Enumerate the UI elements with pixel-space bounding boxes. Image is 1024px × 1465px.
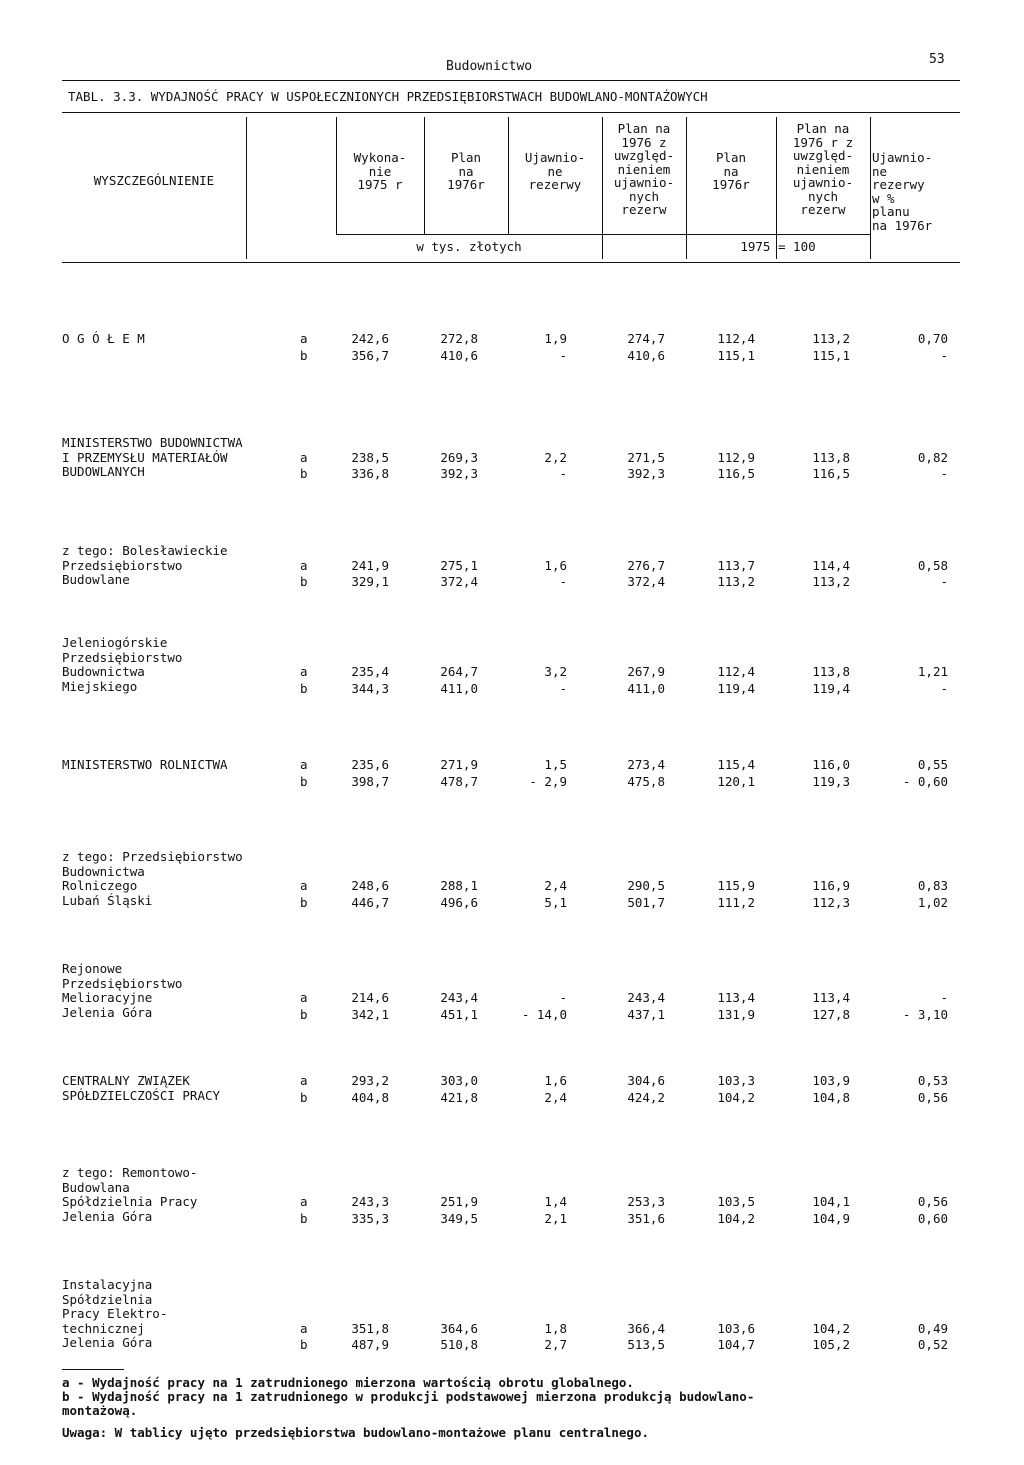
cell-a-col6: 113,8 [812,664,850,679]
row-indicator-b: b [300,1337,308,1352]
cell-a-col6: 113,2 [812,331,850,346]
row-label-line: Pracy Elektro- [62,1306,168,1321]
cell-a-col2: 272,8 [440,331,478,346]
cell-a-col1: 235,4 [351,664,389,679]
cell-a-col7: 0,53 [917,1073,948,1088]
row-label-line: Jelenia Góra [62,1004,153,1020]
cell-b-col2: 372,4 [440,574,478,589]
cell-a-col5: 103,5 [717,1194,755,1209]
footnote-note: Uwaga: W tablicy ujęto przedsiębiorstwa budowlano-montażowe planu centralnego. [62,1425,649,1440]
cell-a-col2: 271,9 [440,757,478,772]
cell-b-col1: 487,9 [351,1337,389,1352]
cell-b-col5: 111,2 [717,894,755,910]
row-label-line: SPÓŁDZIELCZOŚCI PRACY [62,1087,221,1103]
section-title: Budownictwo [446,59,533,74]
cell-b-col3: 2,4 [544,1089,567,1105]
row-indicator-a: a [300,449,308,465]
cell-a-col5: 112,4 [717,664,755,679]
cell-b-col1: 336,8 [351,466,389,481]
cell-b-col4: 351,6 [627,1210,665,1226]
unit-thousand-zloty: w tys. złotych [416,239,522,254]
cell-b-col4: 475,8 [627,773,665,789]
row-label-line: MINISTERSTWO ROLNICTWA [62,757,228,772]
cell-a-col6: 104,2 [812,1320,850,1336]
row-label-line: Jeleniogórskie [62,635,168,650]
title-rule [62,112,960,113]
row-label-line: Spółdzielnia [62,1291,153,1307]
cell-b-col7: 0,52 [917,1337,948,1352]
cell-b-col6: 112,3 [812,894,850,910]
footnote-b: b - Wydajność pracy na 1 zatrudnionego w produkcji podstawowej mierzona produkcją budowlano- [62,1389,755,1404]
cell-b-col2: 392,3 [440,466,478,481]
cell-a-col1: 293,2 [351,1073,389,1088]
cell-b-col6: 104,8 [812,1089,850,1105]
cell-a-col3: 1,6 [544,557,567,573]
header-col4: Plan na 1976 z uwzględ- nieniem ujawnio- nych rezerw [613,121,675,217]
row-indicator-b: b [300,894,308,910]
row-label-line: Lubań Śląski [62,892,153,908]
cell-a-col6: 116,0 [812,757,850,772]
row-label-line: Rejonowe [62,961,123,976]
cell-a-col7: 0,55 [917,757,948,772]
row-label-line: CENTRALNY ZWIĄZEK [62,1073,190,1088]
cell-b-col3: 2,1 [544,1210,567,1226]
row-indicator-b: b [300,347,308,363]
cell-b-col7: - [940,347,948,363]
cell-a-col4: 273,4 [627,757,665,772]
cell-a-col5: 112,9 [717,449,755,465]
cell-a-col2: 269,3 [440,449,478,465]
cell-a-col7: 0,70 [917,331,948,346]
cell-b-col2: 421,8 [440,1089,478,1105]
cell-a-col7: 0,58 [917,557,948,573]
cell-a-col3: 2,2 [544,449,567,465]
cell-b-col1: 446,7 [351,894,389,910]
cell-b-col1: 344,3 [351,680,389,696]
cell-b-col7: 0,60 [917,1210,948,1226]
header-col6: Plan na 1976 r z uwzględ- nieniem ujawnio- nych rezerw [792,121,854,217]
cell-b-col6: 116,5 [812,466,850,481]
cell-b-col5: 104,7 [717,1337,755,1352]
cell-a-col4: 267,9 [627,664,665,679]
row-indicator-b: b [300,1006,308,1022]
row-label-line: Budowlana [62,1179,130,1195]
cell-a-col3: 3,2 [544,664,567,679]
cell-b-col5: 115,1 [717,347,755,363]
cell-b-col3: 5,1 [544,894,567,910]
cell-a-col2: 288,1 [440,878,478,893]
cell-b-col7: - 3,10 [902,1006,948,1022]
row-label-line: Jelenia Góra [62,1208,153,1224]
cell-b-col1: 404,8 [351,1089,389,1105]
cell-a-col6: 114,4 [812,557,850,573]
cell-a-col2: 243,4 [440,990,478,1005]
row-label-line: Jelenia Góra [62,1335,153,1350]
cell-b-col3: - 14,0 [521,1006,567,1022]
cell-b-col7: 0,56 [917,1089,948,1105]
cell-b-col7: 1,02 [917,894,948,910]
cell-a-col2: 303,0 [440,1073,478,1088]
cell-b-col4: 392,3 [627,466,665,481]
cell-b-col2: 451,1 [440,1006,478,1022]
cell-b-col2: 478,7 [440,773,478,789]
cell-a-col7: 0,56 [917,1194,948,1209]
cell-a-col4: 271,5 [627,449,665,465]
cell-b-col7: - 0,60 [902,773,948,789]
cell-a-col3: - [559,990,567,1005]
cell-a-col1: 351,8 [351,1320,389,1336]
cell-b-col3: - 2,9 [529,773,567,789]
cell-a-col7: 0,83 [917,878,948,893]
cell-b-col6: 113,2 [812,574,850,589]
cell-a-col4: 304,6 [627,1073,665,1088]
cell-b-col4: 372,4 [627,574,665,589]
cell-b-col4: 411,0 [627,680,665,696]
table-title: TABL. 3.3. WYDAJNOŚĆ PRACY W USPOŁECZNIONYCH PRZEDSIĘBIORSTWACH BUDOWLANO-MONTAŻOWYCH [68,89,708,104]
cell-a-col4: 290,5 [627,878,665,893]
cell-a-col3: 1,4 [544,1194,567,1209]
row-indicator-a: a [300,1194,308,1209]
row-label-line: Miejskiego [62,678,138,694]
row-label-line: I PRZEMYSŁU MATERIAŁÓW [62,449,228,465]
cell-b-col6: 119,4 [812,680,850,696]
stub-header: WYSZCZEGÓLNIENIE [93,173,215,188]
cell-a-col4: 253,3 [627,1194,665,1209]
cell-b-col3: - [559,574,567,589]
cell-b-col5: 113,2 [717,574,755,589]
header-col1: Wykona- nie 1975 r [353,150,407,192]
row-indicator-b: b [300,773,308,789]
row-indicator-a: a [300,990,308,1005]
cell-b-col3: 2,7 [544,1337,567,1352]
cell-b-col6: 119,3 [812,773,850,789]
row-indicator-a: a [300,1320,308,1336]
cell-b-col7: - [940,466,948,481]
cell-b-col5: 120,1 [717,773,755,789]
cell-a-col2: 251,9 [440,1194,478,1209]
row-label-line: Instalacyjna [62,1277,153,1292]
cell-b-col1: 329,1 [351,574,389,589]
row-indicator-a: a [300,878,308,893]
row-label-line: MINISTERSTWO BUDOWNICTWA [62,435,243,450]
cell-a-col2: 275,1 [440,557,478,573]
cell-b-col5: 116,5 [717,466,755,481]
footnote-b-cont: montażową. [62,1403,138,1418]
row-label-line: Melioracyjne [62,990,153,1005]
cell-a-col1: 238,5 [351,449,389,465]
cell-b-col2: 510,8 [440,1337,478,1352]
unit-index-1975: 1975 = 100 [740,239,816,254]
row-indicator-b: b [300,574,308,589]
cell-a-col4: 274,7 [627,331,665,346]
cell-b-col3: - [559,680,567,696]
header-col3: Ujawnio- ne rezerwy [524,150,586,192]
cell-b-col5: 104,2 [717,1210,755,1226]
cell-a-col5: 113,4 [717,990,755,1005]
cell-a-col3: 1,9 [544,331,567,346]
cell-a-col4: 276,7 [627,557,665,573]
cell-a-col5: 113,7 [717,557,755,573]
cell-b-col5: 131,9 [717,1006,755,1022]
row-label-line: Rolniczego [62,878,138,893]
header-bottom-rule [62,262,960,263]
cell-b-col5: 104,2 [717,1089,755,1105]
header-col7: Ujawnio- ne rezerwy w % planu na 1976r [872,150,933,233]
cell-a-col3: 1,8 [544,1320,567,1336]
header-col5: Plan na 1976r [712,150,750,192]
cell-b-col3: - [559,466,567,481]
row-indicator-b: b [300,680,308,696]
cell-b-col1: 356,7 [351,347,389,363]
cell-a-col6: 113,8 [812,449,850,465]
cell-a-col7: 0,82 [917,449,948,465]
row-indicator-a: a [300,1073,308,1088]
cell-a-col1: 242,6 [351,331,389,346]
cell-b-col7: - [940,574,948,589]
cell-a-col5: 112,4 [717,331,755,346]
row-label-line: z tego: Bolesławieckie [62,543,228,558]
col-divider-8 [870,117,871,259]
cell-a-col7: - [940,990,948,1005]
page-number: 53 [929,52,945,67]
cell-b-col7: - [940,680,948,696]
cell-b-col6: 104,9 [812,1210,850,1226]
row-label-line: O G Ó Ł E M [62,331,145,346]
row-label-line: Budownictwa [62,863,145,879]
cell-a-col3: 2,4 [544,878,567,893]
row-indicator-a: a [300,557,308,573]
row-label-line: technicznej [62,1320,145,1336]
cell-b-col2: 496,6 [440,894,478,910]
cell-a-col5: 103,6 [717,1320,755,1336]
cell-a-col3: 1,6 [544,1073,567,1088]
row-label-line: Przedsiębiorstwo [62,975,183,991]
cell-a-col1: 248,6 [351,878,389,893]
cell-a-col6: 103,9 [812,1073,850,1088]
cell-b-col1: 335,3 [351,1210,389,1226]
cell-a-col6: 113,4 [812,990,850,1005]
row-label-line: Przedsiębiorstwo [62,557,183,573]
cell-b-col6: 115,1 [812,347,850,363]
footnote-rule [62,1369,124,1370]
cell-a-col6: 116,9 [812,878,850,893]
cell-b-col2: 349,5 [440,1210,478,1226]
unit-rule [336,234,870,235]
cell-b-col6: 105,2 [812,1337,850,1352]
col-divider-1 [246,117,247,259]
row-indicator-b: b [300,466,308,481]
cell-a-col6: 104,1 [812,1194,850,1209]
cell-a-col1: 235,6 [351,757,389,772]
cell-a-col7: 0,49 [917,1320,948,1336]
cell-a-col7: 1,21 [917,664,948,679]
row-label-line: BUDOWLANYCH [62,464,145,479]
cell-a-col1: 241,9 [351,557,389,573]
cell-b-col4: 424,2 [627,1089,665,1105]
cell-b-col4: 513,5 [627,1337,665,1352]
footnote-a: a - Wydajność pracy na 1 zatrudnionego mierzona wartością obrotu globalnego. [62,1375,634,1390]
cell-b-col1: 342,1 [351,1006,389,1022]
row-label-line: Budownictwa [62,664,145,679]
cell-b-col4: 437,1 [627,1006,665,1022]
cell-a-col3: 1,5 [544,757,567,772]
cell-a-col4: 366,4 [627,1320,665,1336]
row-indicator-b: b [300,1210,308,1226]
row-label-line: Przedsiębiorstwo [62,649,183,665]
cell-a-col5: 103,3 [717,1073,755,1088]
cell-b-col3: - [559,347,567,363]
row-label-line: z tego: Przedsiębiorstwo [62,849,243,864]
row-indicator-b: b [300,1089,308,1105]
cell-b-col5: 119,4 [717,680,755,696]
row-label-line: Budowlane [62,572,130,587]
row-indicator-a: a [300,664,308,679]
cell-a-col1: 243,3 [351,1194,389,1209]
row-label-line: z tego: Remontowo- [62,1165,198,1180]
cell-a-col5: 115,9 [717,878,755,893]
cell-b-col4: 501,7 [627,894,665,910]
cell-b-col4: 410,6 [627,347,665,363]
row-indicator-a: a [300,331,308,346]
cell-a-col1: 214,6 [351,990,389,1005]
cell-b-col2: 411,0 [440,680,478,696]
cell-a-col2: 364,6 [440,1320,478,1336]
cell-a-col5: 115,4 [717,757,755,772]
cell-b-col1: 398,7 [351,773,389,789]
row-indicator-a: a [300,757,308,772]
top-rule [62,80,960,81]
cell-b-col6: 127,8 [812,1006,850,1022]
row-label-line: Spółdzielnia Pracy [62,1194,198,1209]
header-col2: Plan na 1976r [447,150,485,192]
cell-a-col2: 264,7 [440,664,478,679]
cell-b-col2: 410,6 [440,347,478,363]
cell-a-col4: 243,4 [627,990,665,1005]
